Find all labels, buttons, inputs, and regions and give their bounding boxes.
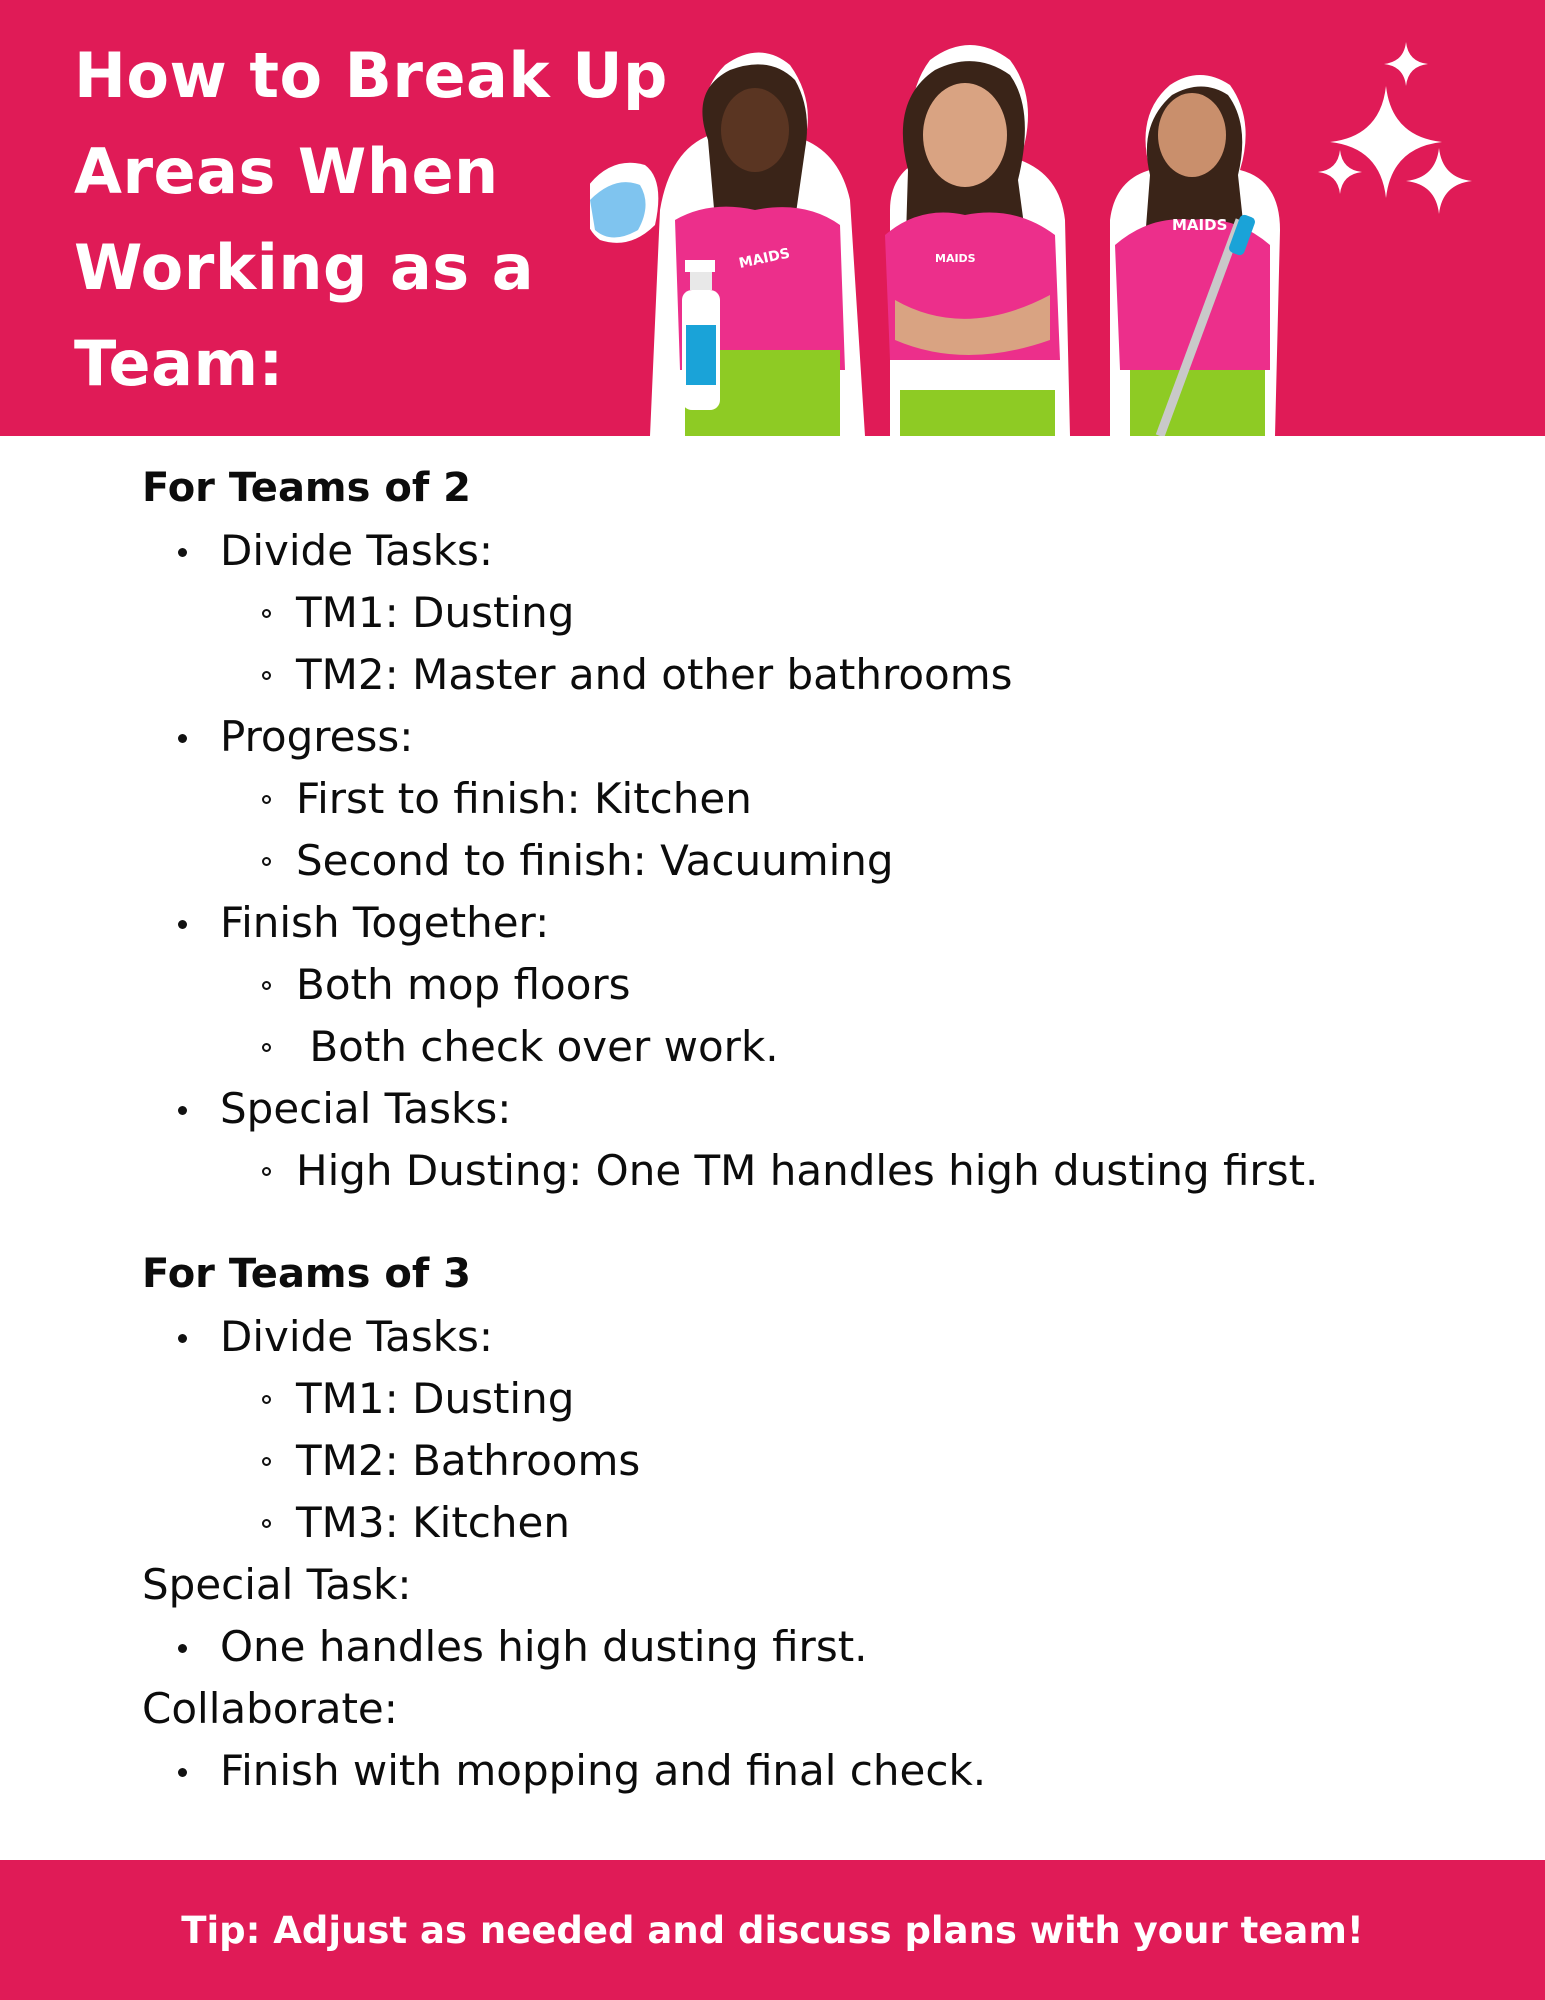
svg-text:MAIDS: MAIDS xyxy=(935,252,976,265)
list-item xyxy=(142,892,1442,1078)
bullet-icon xyxy=(262,671,271,680)
section-title-teams-of-2: For Teams of 2 xyxy=(142,465,471,511)
teams-of-2-section xyxy=(142,456,1442,1202)
bullet-icon xyxy=(262,857,271,866)
section-title-teams-of-3: For Teams of 3 xyxy=(142,1251,471,1297)
bullet-icon xyxy=(262,795,271,804)
list-item xyxy=(142,520,1442,706)
list-item: Both check over work. xyxy=(296,1016,1442,1078)
bullet-icon xyxy=(178,548,187,557)
bullet-icon xyxy=(262,1043,271,1052)
list-item xyxy=(142,706,1442,892)
bullet-icon xyxy=(262,1167,271,1176)
svg-text:MAIDS: MAIDS xyxy=(737,245,792,272)
svg-text:MAIDS: MAIDS xyxy=(1172,216,1228,234)
bullet-icon xyxy=(262,609,271,618)
footer-tip: Tip: Adjust as needed and discuss plans with your team! xyxy=(181,1908,1364,1952)
three-maids-photo-icon xyxy=(590,40,1350,436)
sparkle-icon xyxy=(1318,150,1362,194)
sparkle-icon xyxy=(1406,148,1472,214)
list-item: TM2: Master and other bathrooms xyxy=(296,644,1442,706)
bullet-icon xyxy=(178,920,187,929)
list-item xyxy=(142,1306,1442,1554)
collaborate-label: Collaborate: xyxy=(142,1684,398,1733)
bullet-icon xyxy=(178,1768,187,1777)
group-label: Finish Together: xyxy=(220,898,550,947)
list-item: Finish with mopping and final check. xyxy=(142,1740,1442,1802)
footer-banner xyxy=(0,1860,1545,2000)
bullet-icon xyxy=(262,1519,271,1528)
bullet-icon xyxy=(178,734,187,743)
page-title: How to Break Up Areas When Working as a Team: xyxy=(74,39,668,400)
group-label: Divide Tasks: xyxy=(220,1312,494,1361)
list-item: High Dusting: One TM handles high dusting first. xyxy=(296,1140,1442,1202)
special-task-list xyxy=(142,1616,1442,1678)
list-item: Both mop floors xyxy=(296,954,1442,1016)
bullet-icon xyxy=(262,1395,271,1404)
list-item: TM1: Dusting xyxy=(296,582,1442,644)
list-item: One handles high dusting first. xyxy=(142,1616,1442,1678)
special-task-label: Special Task: xyxy=(142,1560,412,1609)
content xyxy=(142,456,1442,1802)
collaborate-list xyxy=(142,1740,1442,1802)
bullet-icon xyxy=(178,1106,187,1115)
bullet-icon xyxy=(178,1334,187,1343)
header-banner xyxy=(0,0,1545,436)
sparkle-icon xyxy=(1384,42,1428,86)
teams-of-2-list xyxy=(142,520,1442,1202)
group-label: Divide Tasks: xyxy=(220,526,494,575)
group-label: Progress: xyxy=(220,712,414,761)
teams-of-3-section xyxy=(142,1242,1442,1802)
list-item: TM2: Bathrooms xyxy=(296,1430,1442,1492)
list-item: TM1: Dusting xyxy=(296,1368,1442,1430)
bullet-icon xyxy=(262,981,271,990)
list-item: TM3: Kitchen xyxy=(296,1492,1442,1554)
teams-of-3-list xyxy=(142,1306,1442,1554)
list-item xyxy=(142,1078,1442,1202)
bullet-icon xyxy=(262,1457,271,1466)
bullet-icon xyxy=(178,1644,187,1653)
group-label: Special Tasks: xyxy=(220,1084,512,1133)
list-item: Second to finish: Vacuuming xyxy=(296,830,1442,892)
list-item: First to finish: Kitchen xyxy=(296,768,1442,830)
